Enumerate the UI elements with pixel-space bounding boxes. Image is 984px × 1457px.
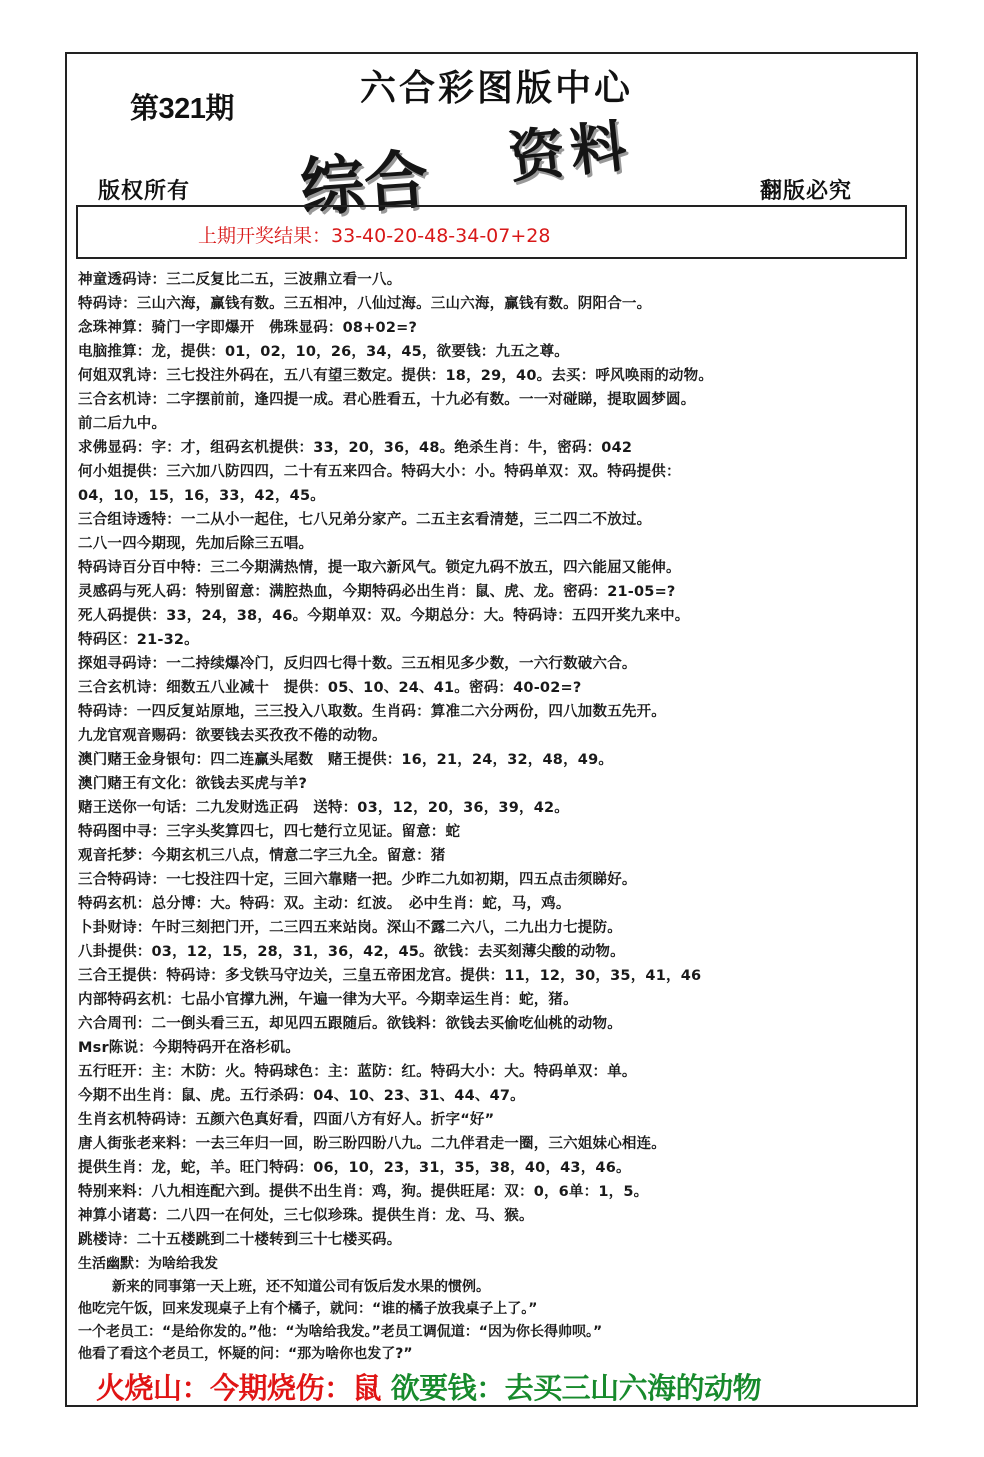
content-line: 五行旺开：主：木防：火。特码球色：主：蓝防：红。特码大小：大。特码单双：单。 bbox=[78, 1064, 637, 1080]
content-line: 内部特码玄机：七品小官撑九洲，午遍一律为大平。今期幸运生肖：蛇，猪。 bbox=[78, 992, 578, 1008]
content-line: 六合周刊：二一倒头看三五，却见四五跟随后。欲钱料：欲钱去买偷吃仙桃的动物。 bbox=[78, 1016, 622, 1032]
content-line: 卜卦财诗：午时三刻把门开，二三四五来站岗。深山不露二六八，二九出力七提防。 bbox=[78, 920, 622, 936]
content-line: 何小姐提供：三六加八防四四，二十有五来四合。特码大小：小。特码单双：双。特码提供： bbox=[78, 464, 681, 480]
content-line: 特别来料：八九相连配六到。提供不出生肖：鸡，狗。提供旺尾：双：0，6单：1，5。 bbox=[78, 1184, 649, 1200]
content-line: 念珠神算：骑门一字即爆开 佛珠显码：08+02=? bbox=[78, 320, 418, 336]
content-line: 求佛显码：字：才，组码玄机提供：33，20，36，48。绝杀生肖：牛，密码：042 bbox=[78, 440, 633, 456]
content-line: 特码玄机：总分博：大。特码：双。主动：红波。 必中生肖：蛇，马，鸡。 bbox=[78, 896, 571, 912]
content-line: 三合特码诗：一七投注四十定，三回六靠赌一把。少昨二九如初期，四五点击须睇好。 bbox=[78, 872, 637, 888]
content-line: 今期不出生肖：鼠、虎。五行杀码：04、10、23、31、44、47。 bbox=[78, 1088, 525, 1104]
content-line: 八卦提供：03，12，15，28，31，36，42，45。欲钱：去买刻薄尖酸的动物。 bbox=[78, 944, 625, 960]
content-line: 神算小诸葛：二八四一在何处，三七似珍珠。提供生肖：龙、马、猴。 bbox=[78, 1208, 534, 1224]
content-line: 死人码提供：33，24，38，46。今期单双：双。今期总分：大。特码诗：五四开奖九来中。 bbox=[78, 608, 690, 624]
result-label: 上期开奖结果： bbox=[198, 225, 332, 247]
issue-number: 第321期 bbox=[130, 93, 234, 125]
content-line: 九龙官观音赐码：欲要钱去买孜孜不倦的动物。 bbox=[78, 728, 387, 744]
content-line: 特码区：21-32。 bbox=[78, 632, 199, 648]
content-line: 神童透码诗：三二反复比二五，三波鼎立看一八。 bbox=[78, 272, 402, 288]
story-line: 他吃完午饭，回来发现桌子上有个橘子，就问：“谁的橘子放我桌子上了。” bbox=[78, 1301, 538, 1317]
content-line: 赌王送你一句话：二九发财选正码 送特：03，12，20，36，39，42。 bbox=[78, 800, 569, 816]
content-line: 澳门赌王金身银句：四二连赢头尾数 赌王提供：16，21，24，32，48，49。 bbox=[78, 752, 614, 768]
content-line: 探姐寻码诗：一二持续爆冷门，反归四七得十数。三五相见多少数，一六行数破六合。 bbox=[78, 656, 637, 672]
content-line: Msr陈说：今期特码开在洛杉矶。 bbox=[78, 1040, 300, 1056]
banner-part-3: 欲要钱：去买三山六海的动物 bbox=[390, 1371, 762, 1405]
last-result-text bbox=[198, 221, 550, 248]
content-line: 04，10，15，16，33，42，45。 bbox=[78, 488, 325, 504]
content-line: 澳门赌王有文化：欲钱去买虎与羊? bbox=[78, 776, 308, 792]
bottom-banner bbox=[96, 1366, 761, 1407]
banner-part-2: 鼠 bbox=[352, 1371, 382, 1405]
copyright-label: 版权所有 bbox=[98, 178, 191, 204]
content-line: 唐人街张老来料：一去三年归一回，盼三盼四盼八九。二九伴君走一圈，三六姐妹心相连。 bbox=[78, 1136, 666, 1152]
story-title: 生活幽默：为啥给我发 bbox=[78, 1256, 218, 1272]
last-result-box bbox=[76, 205, 907, 259]
big-title-right: 资料 bbox=[505, 112, 636, 192]
big-title-left: 综合 bbox=[297, 142, 431, 227]
content-line: 三合王提供：特码诗：多戈铁马守边关，三皇五帝困龙宫。提供：11，12，30，35，41，46 bbox=[78, 968, 702, 984]
content-line: 特码诗：三山六海，赢钱有数。三五相冲，八仙过海。三山六海，赢钱有数。阴阳合一。 bbox=[78, 296, 652, 312]
result-numbers: 33-40-20-48-34-07+28 bbox=[331, 225, 551, 247]
content-line: 何姐双乳诗：三七投注外码在，五八有望三数定。提供：18，29，40。去买：呼风唤雨的动物。 bbox=[78, 368, 714, 384]
no-copy-label: 翻版必究 bbox=[760, 178, 853, 204]
content-line: 三合组诗透特：一二从小一起住，七八兄弟分家产。二五主玄看清楚，三二四二不放过。 bbox=[78, 512, 652, 528]
content-line: 灵感码与死人码：特别留意：满腔热血，今期特码必出生肖：鼠、虎、龙。密码：21-05=? bbox=[78, 584, 676, 600]
content-line: 提供生肖：龙，蛇，羊。旺门特码：06，10，23，31，35，38，40，43，46。 bbox=[78, 1160, 631, 1176]
banner-part-1: 火烧山：今期烧伤： bbox=[96, 1371, 353, 1405]
content-line: 特码图中寻：三字头奖算四七，四七楚行立见证。留意：蛇 bbox=[78, 824, 461, 840]
content-line: 二八一四今期现，先加后除三五唱。 bbox=[78, 536, 314, 552]
center-title: 六合彩图版中心 bbox=[360, 67, 634, 109]
humor-story bbox=[78, 1253, 910, 1366]
content-line: 特码诗：一四反复站原地，三三投入八取数。生肖码：算准二六分两份，四八加数五先开。 bbox=[78, 704, 666, 720]
content-line: 跳楼诗：二十五楼跳到二十楼转到三十七楼买码。 bbox=[78, 1232, 402, 1248]
story-line: 新来的同事第一天上班，还不知道公司有饭后发水果的惯例。 bbox=[112, 1278, 490, 1295]
story-line: 他看了看这个老员工，怀疑的问：“那为啥你也发了?” bbox=[78, 1346, 413, 1362]
content-line: 三合玄机诗：细数五八业减十 提供：05、10、24、41。密码：40-02=? bbox=[78, 680, 582, 696]
content-line: 生肖玄机特码诗：五颜六色真好看，四面八方有好人。折字“好” bbox=[78, 1112, 495, 1128]
content-lines bbox=[78, 268, 910, 1252]
story-line: 一个老员工：“是给你发的。”他：“为啥给我发。”老员工调侃道：“因为你长得帅呗。” bbox=[78, 1323, 603, 1340]
content-line: 电脑推算：龙，提供：01，02，10，26，34，45，欲要钱：九五之尊。 bbox=[78, 344, 569, 360]
content-line: 特码诗百分百中特：三二今期满热情，提一取六新风气。锁定九码不放五，四六能屈又能伸。 bbox=[78, 560, 681, 576]
content-line: 观音托梦：今期玄机三八点，情意二字三九全。留意：猪 bbox=[78, 848, 446, 864]
content-line: 三合玄机诗：二字摆前前，逢四提一成。君心胜看五，十九必有数。一一对碰睇，提取圆梦圆。 bbox=[78, 392, 696, 408]
content-line: 前二后九中。 bbox=[78, 416, 167, 432]
